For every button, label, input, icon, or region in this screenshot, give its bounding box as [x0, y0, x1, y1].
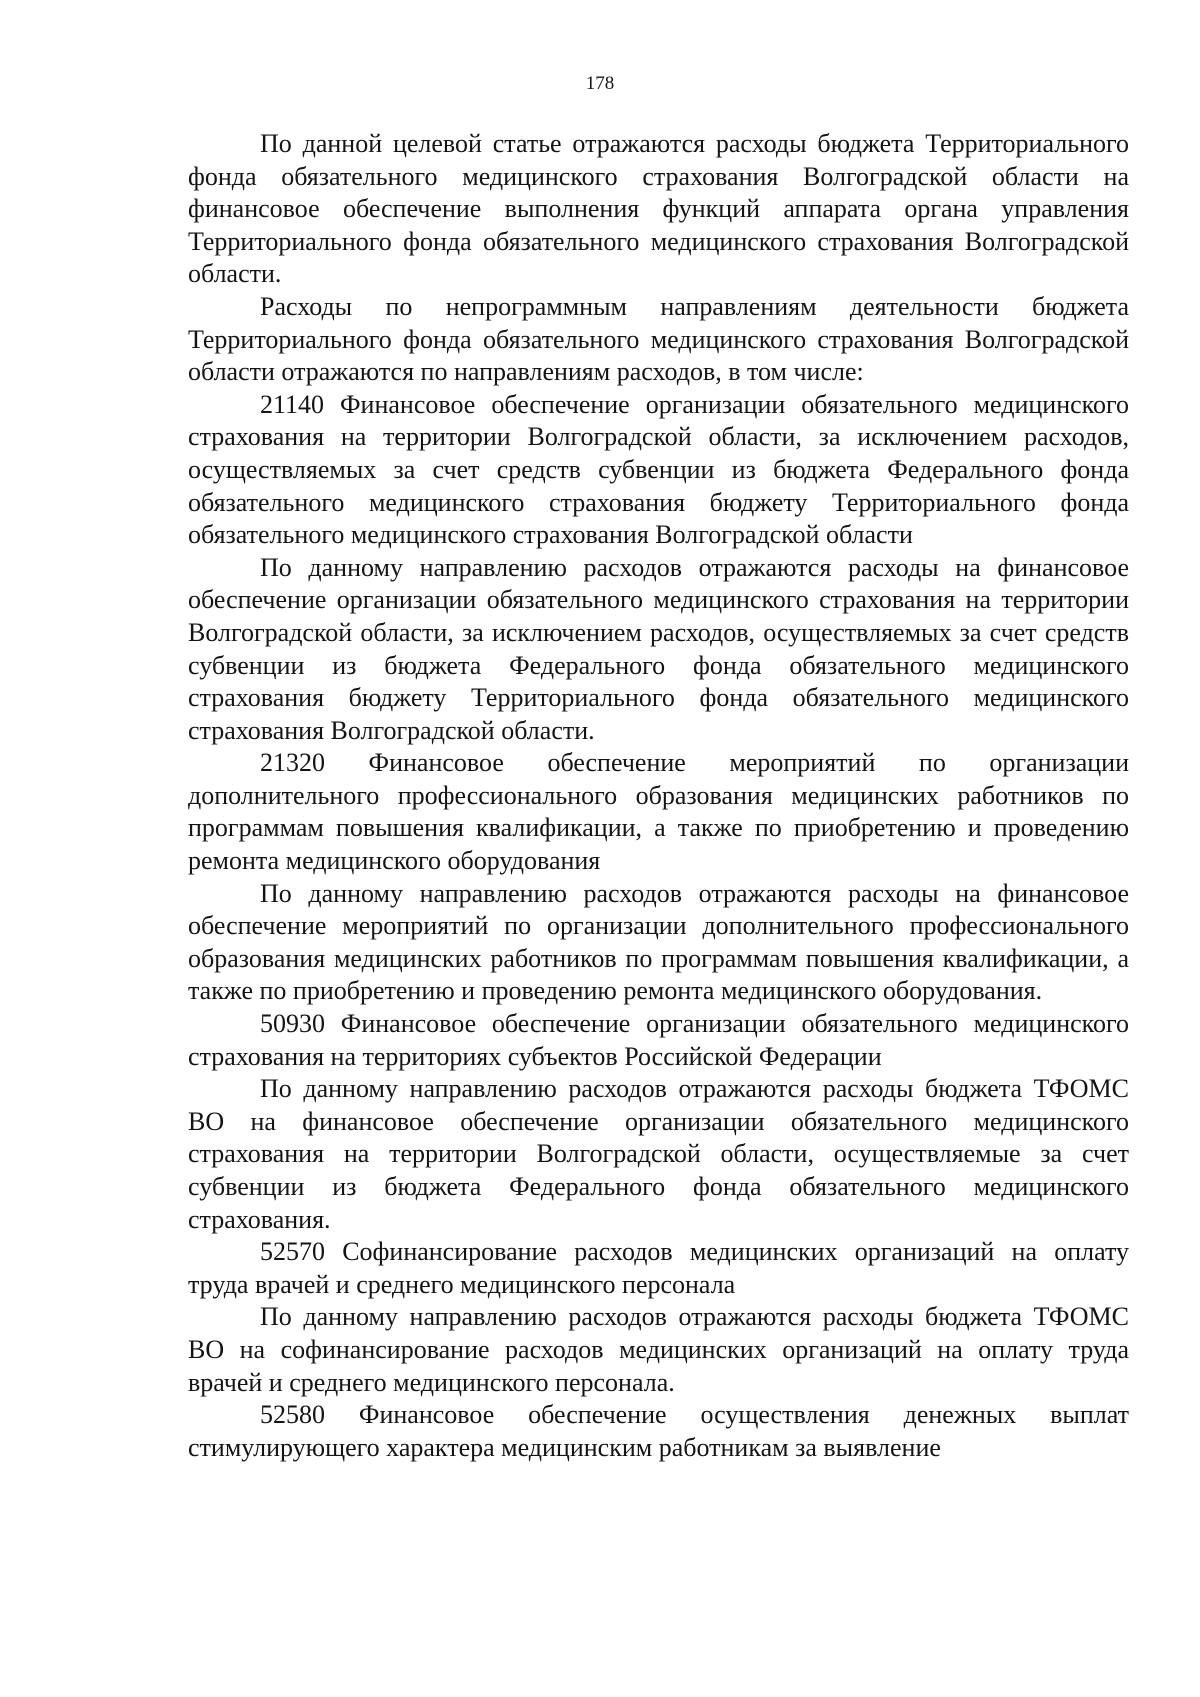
paragraph-code-21320-heading: 21320 Финансовое обеспечение мероприятий по организации дополнительного профессионального образования медицинских работников по программам повышения квалификации, а также по приобретению и проведению ремонта медицинского оборудования — [188, 748, 1129, 876]
document-body — [188, 128, 1129, 1464]
paragraph-code-21140-heading: 21140 Финансовое обеспечение организации обязательного медицинского страхования на территории Волгоградской области, за исключением расходов, осуществляемых за счет средств субвенции из бюджета Федерального фонда обязательного медицинского страхования бюджету Территориального фонда обязательного медицинского страхования Волгоградской области — [188, 389, 1129, 550]
paragraph-code-52570-description: По данному направлению расходов отражаются расходы бюджета ТФОМС ВО на софинансирование расходов медицинских организаций на оплату труда врачей и среднего медицинского персонала. — [188, 1302, 1129, 1397]
paragraph-code-21320-description: По данному направлению расходов отражаются расходы на финансовое обеспечение мероприятий по организации дополнительного профессионального образования медицинских работников по программам повышения квалификации, а также по приобретению и проведению ремонта медицинского оборудования. — [188, 878, 1129, 1006]
paragraph-target-article-description: По данной целевой статье отражаются расходы бюджета Территориального фонда обязательного медицинского страхования Волгоградской области на финансовое обеспечение выполнения функций аппарата органа управления Территориального фонда обязательного медицинского страхования Волгоградской области. — [188, 129, 1129, 289]
paragraph-code-52570-heading: 52570 Софинансирование расходов медицинских организаций на оплату труда врачей и среднего медицинского персонала — [188, 1237, 1129, 1299]
paragraph-code-21140-description: По данному направлению расходов отражаются расходы на финансовое обеспечение организации обязательного медицинского страхования на территории Волгоградской области, за исключением расходов, осуществляемых за счет средств субвенции из бюджета Федерального фонда обязательного медицинского страхования бюджету Территориального фонда обязательного медицинского страхования Волгоградской области. — [188, 552, 1129, 745]
paragraph-code-50930-heading: 50930 Финансовое обеспечение организации обязательного медицинского страхования на территориях субъектов Российской Федерации — [188, 1009, 1129, 1071]
page-number: 178 — [585, 73, 615, 94]
paragraph-code-50930-description: По данному направлению расходов отражаются расходы бюджета ТФОМС ВО на финансовое обеспечение организации обязательного медицинского страхования на территории Волгоградской области, осуществляемые за счет субвенции из бюджета Федерального фонда обязательного медицинского страхования. — [188, 1074, 1129, 1234]
paragraph-code-52580-heading: 52580 Финансовое обеспечение осуществления денежных выплат стимулирующего характера медицинским работникам за выявление — [188, 1400, 1129, 1462]
paragraph-non-program-expenses-intro: Расходы по непрограммным направлениям деятельности бюджета Территориального фонда обязательного медицинского страхования Волгоградской области отражаются по направлениям расходов, в том числе: — [188, 291, 1129, 387]
